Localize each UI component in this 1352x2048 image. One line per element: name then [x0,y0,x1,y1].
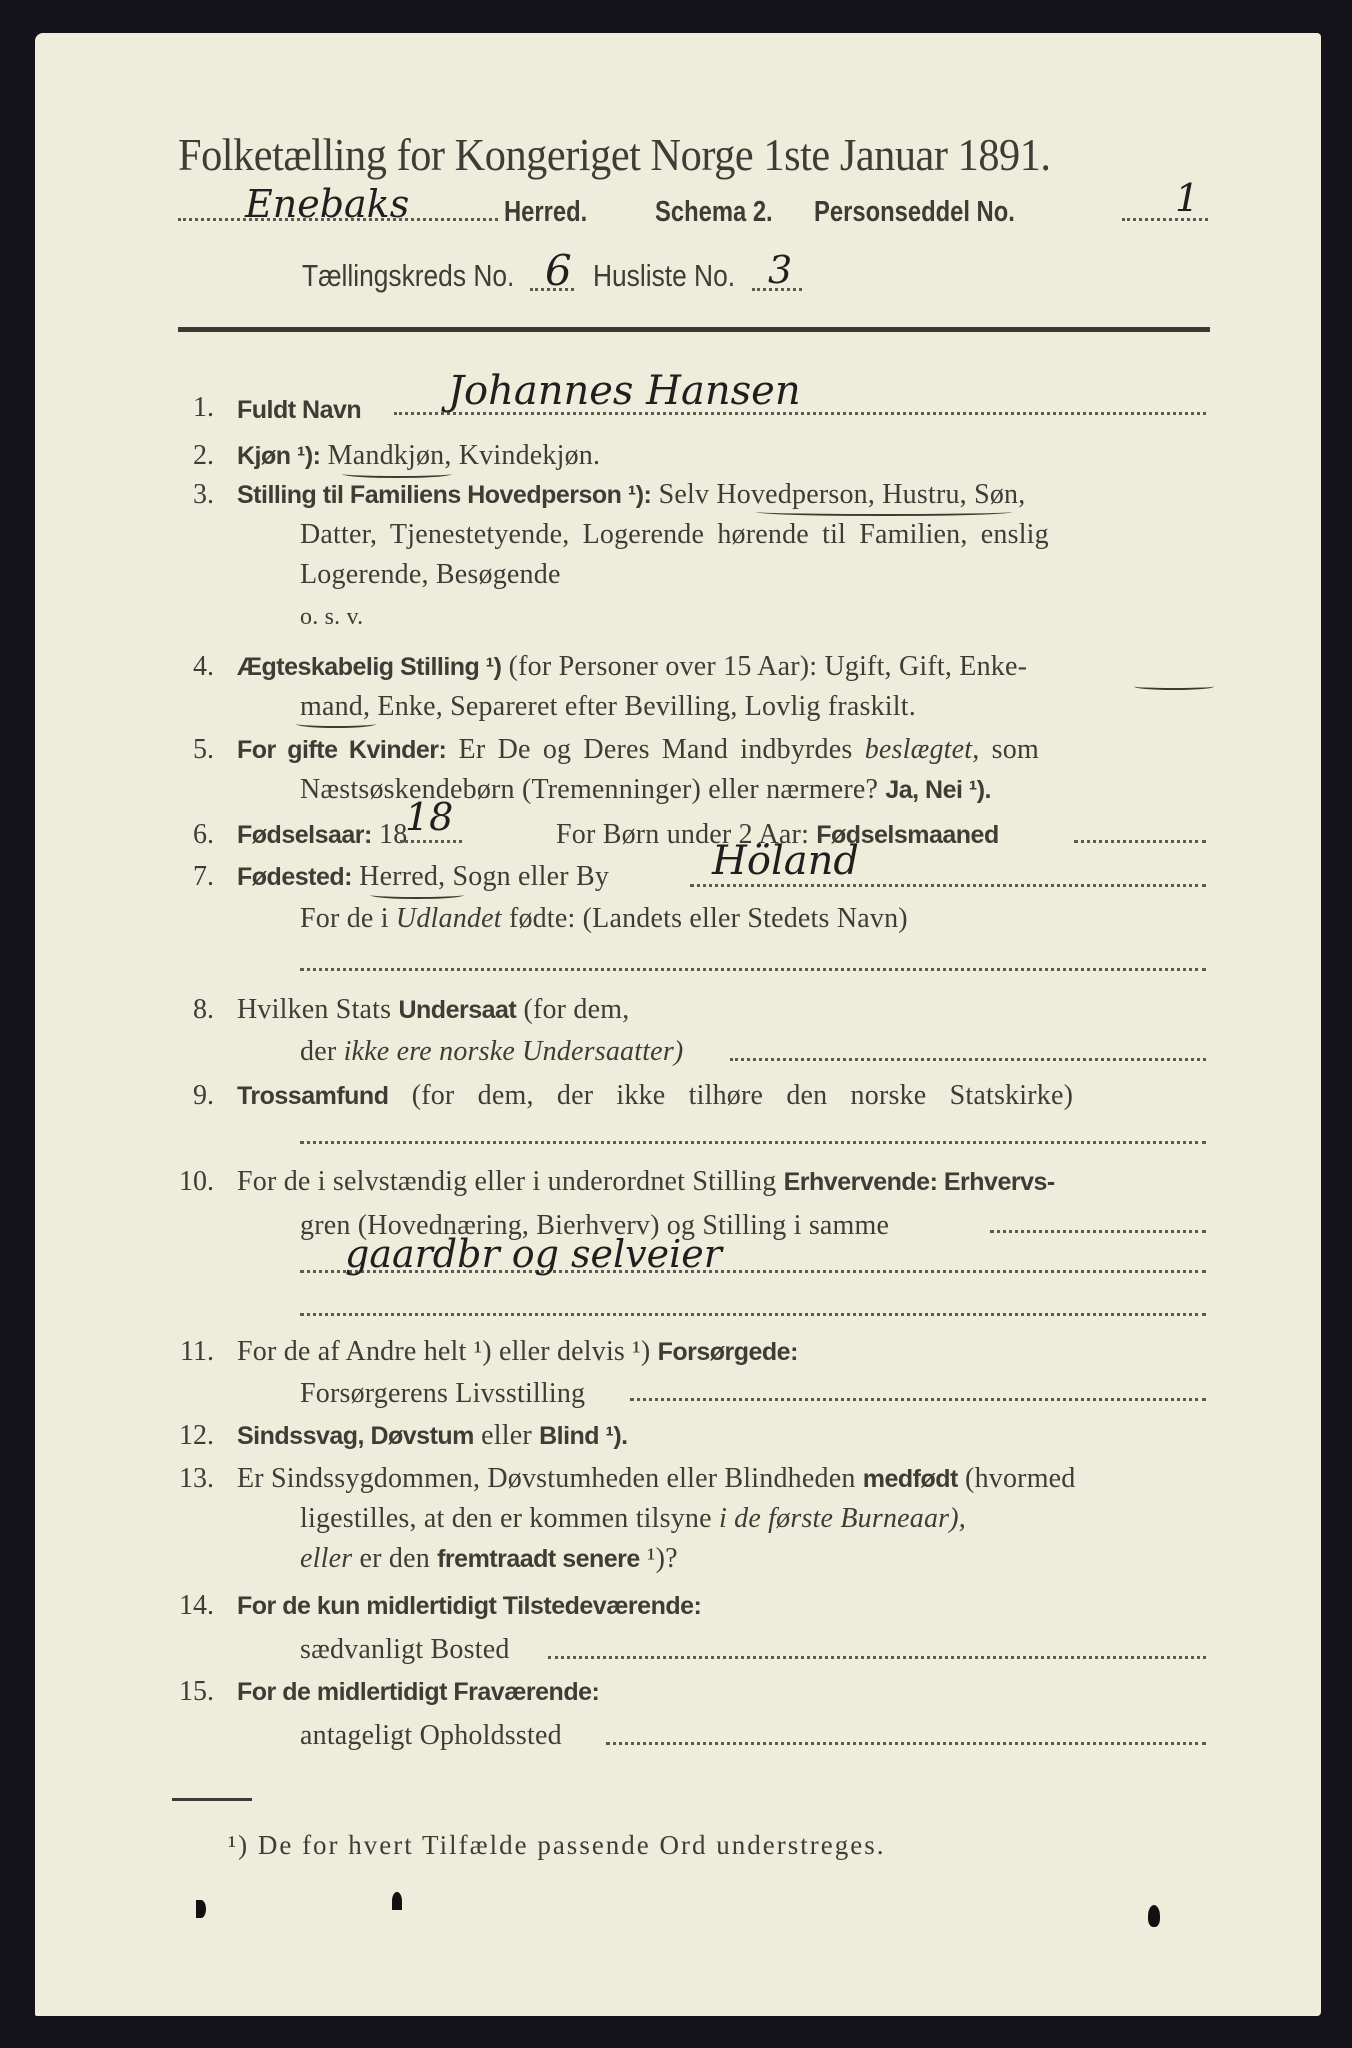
q3-line1 [237,479,1025,511]
q7-label: Fødested: [237,863,352,891]
personseddel-value: 1 [1175,176,1200,220]
q14-text-2: sædvanligt Bosted [300,1634,510,1665]
q12-label-2: Blind ¹). [539,1422,628,1450]
q7-underline-herred [370,891,464,899]
q13-text-3-italic: eller [300,1543,353,1574]
q6-line [237,819,407,851]
q14-field-line [548,1656,1206,1659]
q11-line1 [237,1336,798,1368]
husliste-label [593,258,760,294]
q7-text-a: For de i [300,903,389,934]
footnote: ¹) De for hvert Tilfælde passende Ord understreges. [228,1830,886,1860]
q3-label: Stilling til Familiens Hovedperson ¹): [237,481,652,509]
form-title-text: Folketælling for Kongeriget Norge 1ste Januar 1891. [178,129,1051,180]
q3-number: 3. [193,479,214,510]
q7-field-line [690,884,1206,887]
q6-number: 6. [193,819,214,850]
header-divider [178,327,1210,332]
q6-year-prefix: 18 [379,819,408,850]
q7-options: Herred, Sogn eller By [359,861,610,892]
q9-line1 [237,1080,1073,1112]
q8-label-bold: Undersaat [398,996,517,1024]
q10-text: For de i selvstændig eller i underordnet Stilling [237,1166,777,1197]
q10-text-bold: Erhvervende: Erhvervs- [783,1168,1055,1196]
punch-hole-middle [392,1892,402,1910]
q10-field-line-3 [300,1313,1206,1316]
q4-options-2: mand, Enke, Separeret efter Bevilling, Lovlig fraskilt. [300,691,916,722]
q2-label: Kjøn ¹): [237,442,321,470]
q5-line1 [237,734,1039,766]
q4-line1 [237,651,1027,683]
q13-text-3-bold: fremtraadt senere [437,1545,640,1573]
q13-text-end: (hvormed [965,1463,1076,1494]
q5-number: 5. [193,734,214,765]
q6-sub-text: For Børn under 2 Aar: [556,819,810,850]
q7-number: 7. [193,861,214,892]
q8-text-italic: ikke ere norske Undersaatter) [343,1036,684,1067]
q9-number: 9. [193,1080,214,1111]
q10-text-2: gren (Hovednæring, Bierhverv) og Stilling i samme [300,1210,890,1241]
q13-text-bold: medfødt [862,1465,958,1493]
q15-field-line [606,1742,1206,1745]
q13-text-3-end: ¹)? [647,1543,678,1574]
q14-label: For de kun midlertidigt Tilstedeværende: [237,1592,702,1620]
q5-text-2: Næstsøskendebørn (Tremenninger) eller nærmere? [300,774,879,805]
q5-line2 [300,774,991,806]
q13-text: Er Sindssygdommen, Døvstumheden eller Blindheden [237,1463,856,1494]
q1-label-text: Fuldt Navn [237,396,362,424]
footnote-divider [172,1798,252,1801]
q8-line2 [300,1036,683,1068]
q13-number: 13. [179,1463,214,1494]
q4-number: 4. [193,651,214,682]
q2-options: Mandkjøn, Kvindekjøn. [327,440,601,471]
q7-line2 [300,903,908,935]
q8-label: Hvilken Stats [237,994,392,1025]
husliste-value: 3 [768,248,793,292]
husliste-label-text: Husliste No. [593,258,736,293]
taellingskreds-value: 6 [545,246,572,295]
taellingskreds-label-text: Tællingskreds No. [302,258,515,293]
q13-line1 [237,1463,1076,1495]
taellingskreds-label [302,258,552,294]
q4-options-1: (for Personer over 15 Aar): Ugift, Gift, Enke- [508,651,1028,682]
q8-line1 [237,994,629,1026]
q10-number: 10. [179,1166,214,1197]
q6-label: Fødselsaar: [237,821,372,849]
schema-label-text: Schema 2. [655,196,773,228]
herred-value: Enebaks [245,182,410,226]
q6-sub-label: Fødselsmaaned [816,821,999,849]
q13-line3 [300,1543,678,1575]
q3-options-4: o. s. v. [300,604,364,630]
herred-label [504,196,606,229]
q12-number: 12. [179,1420,214,1451]
q2-underline-mandkjon [342,470,452,478]
personseddel-label [814,196,1059,229]
q7-answer-birthplace: Höland [712,838,859,884]
q10-field-line-1 [990,1230,1206,1233]
q4-label: Ægteskabelig Stilling ¹) [237,653,502,681]
q11-text-bold: Forsørgede: [657,1338,798,1366]
q13-line2 [300,1503,966,1535]
personseddel-label-text: Personseddel No. [814,196,1015,228]
q8-number: 8. [193,994,214,1025]
q15-line1 [237,1676,599,1708]
q12-text-mid: eller [481,1420,532,1451]
q5-label: For gifte Kvinder: [237,736,447,764]
q2-number: 2. [193,440,214,471]
q6-year-field-line [400,840,462,843]
q3-underline-selv-hovedperson [756,508,1012,516]
q2-line [237,440,600,472]
herred-label-text: Herred. [504,196,588,228]
q9-field-line [300,1141,1206,1144]
q5-text-italic: beslægtet, [864,734,980,765]
q1-label [237,394,361,426]
q11-text-2: Forsørgerens Livsstilling [300,1378,586,1409]
q12-line [237,1420,628,1452]
q1-answer-full-name: Johannes Hansen [448,368,801,414]
q12-label: Sindssvag, Døvstum [237,1422,474,1450]
q8-text-a: der [300,1036,337,1067]
q9-label: Trossamfund [237,1082,389,1110]
q15-text-2: antageligt Opholdssted [300,1720,562,1751]
form-title [178,128,1126,181]
q5-text-end: som [991,734,1039,765]
q10-answer-occupation: gaardbr og selveier [345,1232,722,1276]
q13-text-2: ligestilles, at den er kommen tilsyne [300,1503,712,1534]
q7-foreign-field-line [300,968,1206,971]
q4-underline-enke [1134,683,1214,690]
q11-field-line [630,1398,1206,1401]
q8-field-line [730,1058,1206,1061]
q3-options-2: Datter, Tjenestetyende, Logerende hørende til Familien, enslig [300,519,1049,550]
q7-text-b: fødte: (Landets eller Stedets Navn) [508,903,908,934]
q7-line1 [237,861,609,893]
q13-text-3: er den [359,1543,430,1574]
q10-line1 [237,1166,1055,1198]
q14-number: 14. [179,1590,214,1621]
q11-text: For de af Andre helt ¹) eller delvis ¹) [237,1336,651,1367]
q3-options-1: Selv Hovedperson, Hustru, Søn, [658,479,1026,510]
q6-answer-birth-year: 18 [405,795,454,839]
punch-hole-right [1148,1905,1160,1927]
q15-label: For de midlertidigt Fraværende: [237,1678,600,1706]
q11-number: 11. [180,1336,214,1367]
q3-options-3: Logerende, Besøgende [300,559,561,590]
q1-number: 1. [193,392,214,423]
punch-hole-left [196,1900,206,1918]
q8-text-end: (for dem, [523,994,630,1025]
q5-text-1: Er De og Deres Mand indbyrdes [458,734,853,765]
q7-text-italic: Udlandet [395,903,502,934]
q14-line1 [237,1590,701,1622]
q13-text-2-italic: i de første Burneaar), [718,1503,967,1534]
q4-underline-mand [296,720,376,728]
q9-text: (for dem, der ikke tilhøre den norske Statskirke) [411,1080,1074,1111]
q15-number: 15. [179,1676,214,1707]
schema-label [655,196,798,229]
q6-month-field-line [1074,840,1206,843]
q5-ja-nei: Ja, Nei ¹). [885,776,991,804]
